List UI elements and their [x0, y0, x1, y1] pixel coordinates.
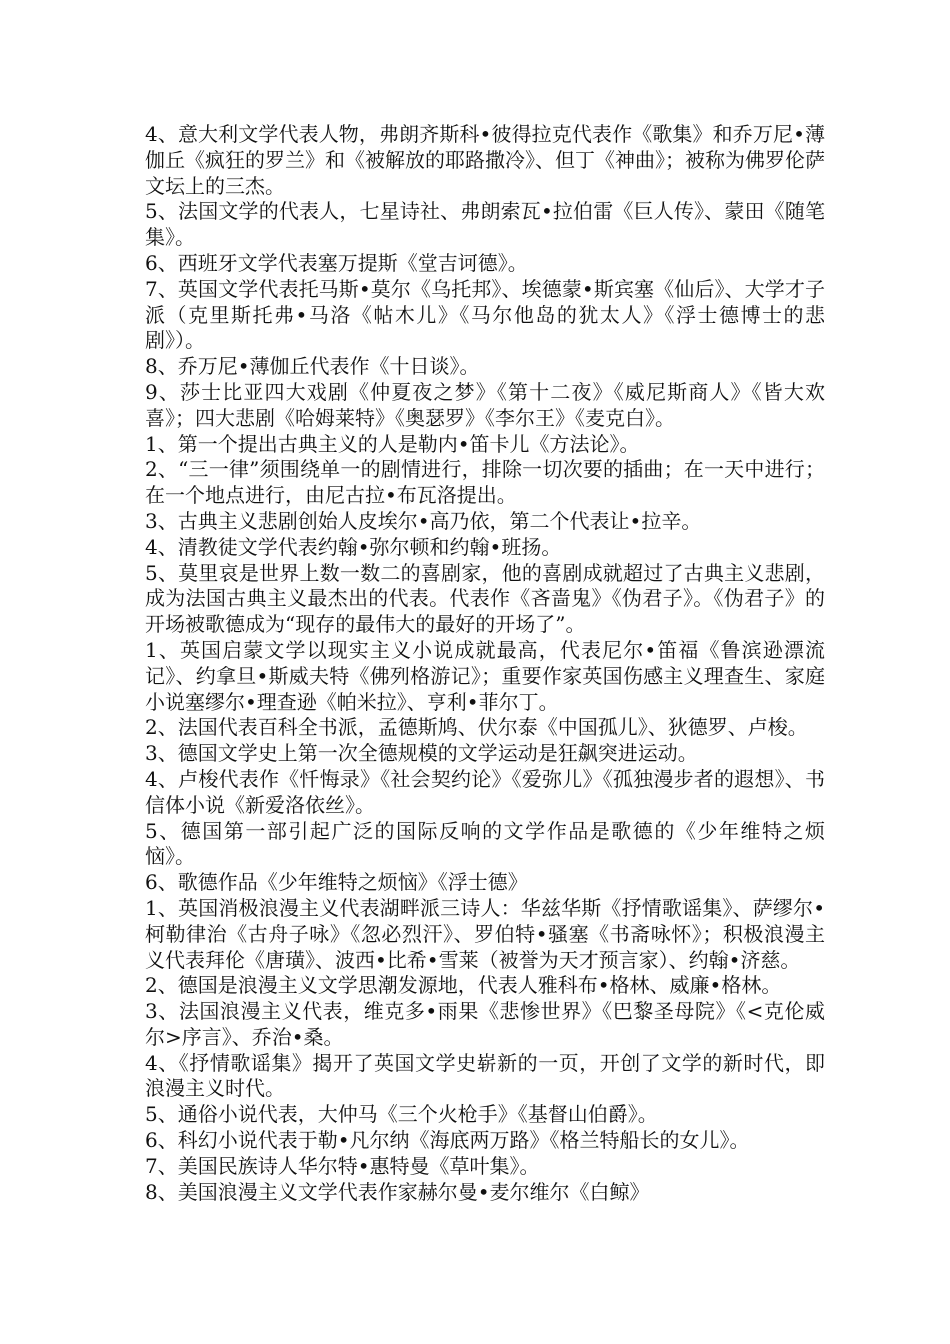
paragraph-enlightenment-england: 1、英国启蒙文学以现实主义小说成就最高，代表尼尔•笛福《鲁滨逊漂流记》、约拿旦•斯威夫特《佛列格游记》；重要作家英国伤感主义理查生、家庭小说塞缪尔•理查逊《帕米拉》、亨利•菲尔丁。 — [145, 637, 825, 714]
paragraph-moliere: 5、莫里哀是世界上数一数二的喜剧家，他的喜剧成就超过了古典主义悲剧，成为法国古典主义最杰出的代表。代表作《吝啬鬼》《伪君子》。《伪君子》的开场被歌德成为“现存的最伟大的最好的开场了”。 — [145, 560, 825, 637]
paragraph-lyrical-ballads: 4、《抒情歌谣集》揭开了英国文学史崭新的一页，开创了文学的新时代，即浪漫主义时代。 — [145, 1050, 825, 1101]
paragraph-romanticism-france: 3、法国浪漫主义代表，维克多•雨果《悲惨世界》《巴黎圣母院》《<克伦威尔>序言》、乔治•桑。 — [145, 999, 825, 1049]
paragraph-renaissance-england: 7、英国文学代表托马斯•莫尔《乌托邦》、埃德蒙•斯宾塞《仙后》、大学才子派（克里斯托弗•马洛《帖木儿》《马尔他岛的犹太人》《浮士德博士的悲剧》）。 — [145, 276, 825, 353]
paragraph-whitman: 7、美国民族诗人华尔特•惠特曼《草叶集》。 — [145, 1153, 540, 1178]
paragraph-classicism-descartes: 1、第一个提出古典主义的人是勒内•笛卡儿《方法论》。 — [145, 431, 640, 456]
paragraph-popular-novel: 5、通俗小说代表，大仲马《三个火枪手》《基督山伯爵》。 — [145, 1102, 658, 1127]
paragraph-puritan-literature: 4、清教徒文学代表约翰•弥尔顿和约翰•班扬。 — [145, 534, 562, 559]
paragraph-boccaccio: 8、乔万尼•薄伽丘代表作《十日谈》。 — [145, 354, 480, 379]
paragraph-sturm-und-drang: 3、德国文学史上第一次全德规模的文学运动是狂飙突进运动。 — [145, 741, 698, 766]
paragraph-science-fiction: 6、科幻小说代表于勒•凡尔纳《海底两万路》《格兰特船长的女儿》。 — [145, 1128, 750, 1153]
paragraph-enlightenment-france: 2、法国代表百科全书派，孟德斯鸠、伏尔泰《中国孤儿》、狄德罗、卢梭。 — [145, 715, 808, 740]
paragraph-three-unities: 2、“三一律”须围绕单一的剧情进行，排除一切次要的插曲；在一天中进行；在一个地点进行，由尼古拉•布瓦洛提出。 — [145, 457, 825, 508]
paragraph-classical-tragedy: 3、古典主义悲剧创始人皮埃尔•高乃依，第二个代表让•拉辛。 — [145, 508, 702, 533]
paragraph-melville: 8、美国浪漫主义文学代表作家赫尔曼•麦尔维尔《白鲸》 — [145, 1179, 650, 1204]
paragraph-shakespeare: 9、莎士比亚四大戏剧《仲夏夜之梦》《第十二夜》《威尼斯商人》《皆大欢喜》；四大悲剧《哈姆莱特》《奥瑟罗》《李尔王》《麦克白》。 — [145, 379, 825, 430]
paragraph-goethe-works: 6、歌德作品《少年维特之烦恼》《浮士德》 — [145, 870, 528, 895]
paragraph-romanticism-england: 1、英国消极浪漫主义代表湖畔派三诗人：华兹华斯《抒情歌谣集》、萨缪尔•柯勒律治《古舟子咏》《忽必烈汗》、罗伯特•骚塞《书斋咏怀》；积极浪漫主义代表拜伦《唐璜》、波西•比希•雪莱（被誉为天才预言家）、约翰•济慈。 — [145, 895, 825, 972]
paragraph-werther: 5、德国第一部引起广泛的国际反响的文学作品是歌德的《少年维特之烦恼》。 — [145, 818, 825, 869]
paragraph-renaissance-spain: 6、西班牙文学代表塞万提斯《堂吉诃德》。 — [145, 250, 528, 275]
paragraph-rousseau: 4、卢梭代表作《忏悔录》《社会契约论》《爱弥儿》《孤独漫步者的遐想》、书信体小说《新爱洛依丝》。 — [145, 766, 825, 817]
paragraph-romanticism-germany: 2、德国是浪漫主义文学思潮发源地，代表人雅科布•格林、威廉•格林。 — [145, 973, 782, 998]
document-body — [145, 122, 825, 1205]
paragraph-renaissance-italy: 4、意大利文学代表人物，弗朗齐斯科•彼得拉克代表作《歌集》和乔万尼•薄伽丘《疯狂的罗兰》和《被解放的耶路撒冷》、但丁《神曲》；被称为佛罗伦萨文坛上的三杰。 — [145, 122, 825, 198]
paragraph-renaissance-france: 5、法国文学的代表人，七星诗社、弗朗索瓦•拉伯雷《巨人传》、蒙田《随笔集》。 — [145, 199, 825, 250]
